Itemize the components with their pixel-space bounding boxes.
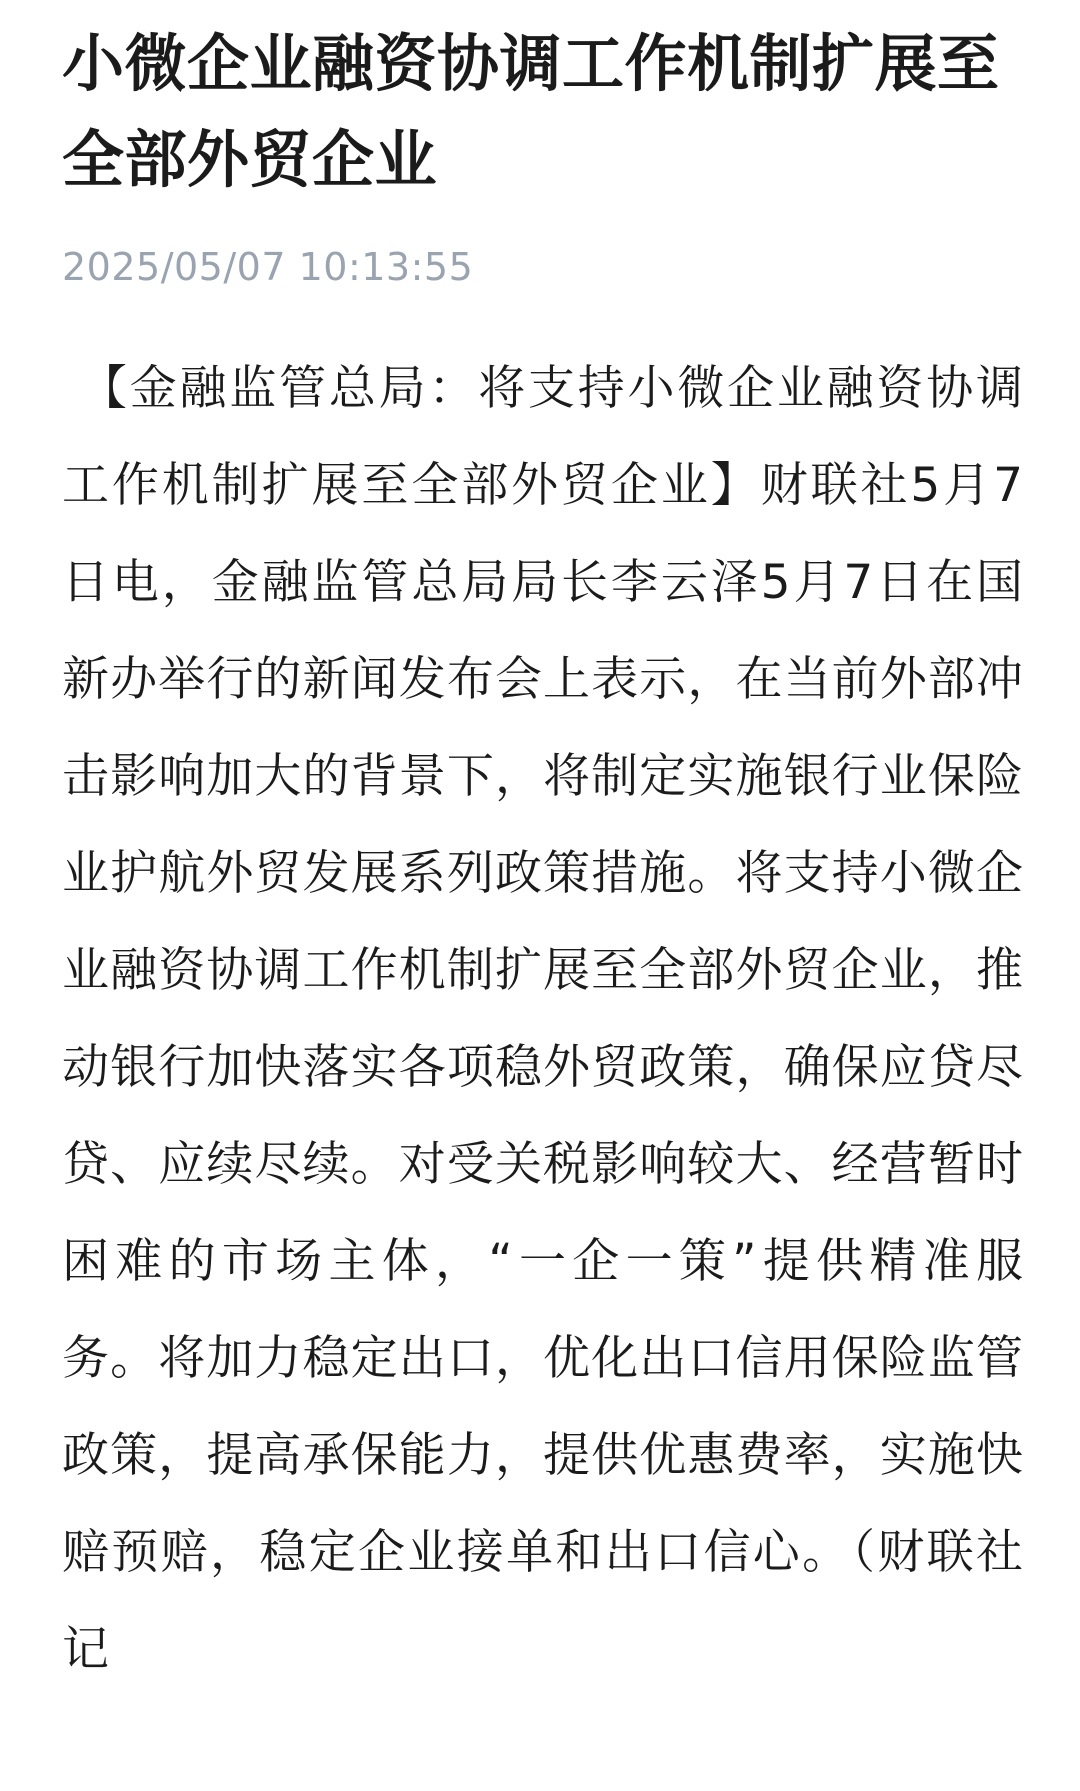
- article-body: 【金融监管总局：将支持小微企业融资协调工作机制扩展至全部外贸企业】财联社5月7日电，金融监管总局局长李云泽5月7日在国新办举行的新闻发布会上表示，在当前外部冲击影响加大的背景下，将制定实施银行业保险业护航外贸发展系列政策措施。将支持小微企业融资协调工作机制扩展至全部外贸企业，推动银行加快落实各项稳外贸政策，确保应贷尽贷、应续尽续。对受关税影响较大、经营暂时困难的市场主体，“一企一策”提供精准服务。将加力稳定出口，优化出口信用保险监管政策，提高承保能力，提供优惠费率，实施快赔预赔，稳定企业接单和出口信心。（财联社记: [62, 361, 1024, 1677]
- article: [62, 0, 1024, 1698]
- article-title: 小微企业融资协调工作机制扩展至全部外贸企业: [62, 27, 1000, 196]
- publish-timestamp: 2025/05/07 10:13:55: [62, 245, 474, 289]
